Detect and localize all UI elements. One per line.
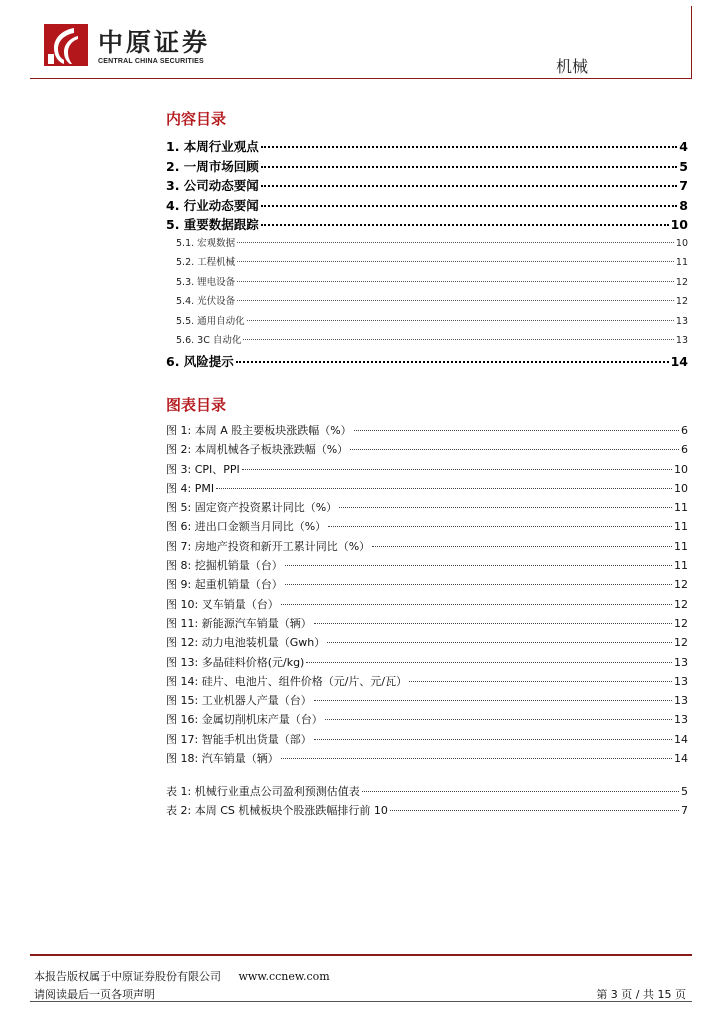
- page-header: [0, 0, 724, 80]
- toc-subitem[interactable]: 5.3. 锂电设备 12: [176, 276, 688, 288]
- figure-item[interactable]: 图 10: 叉车销量（台） 12: [166, 597, 688, 611]
- header-vertical-rule: [691, 6, 692, 79]
- figure-item[interactable]: 图 18: 汽车销量（辆） 14: [166, 752, 688, 766]
- figure-item[interactable]: 图 14: 硅片、电池片、组件价格（元/片、元/瓦） 13: [166, 674, 688, 688]
- figure-item[interactable]: 图 12: 动力电池装机量（Gwh） 12: [166, 636, 688, 650]
- table-item[interactable]: 表 1: 机械行业重点公司盈利预测估值表 5: [166, 785, 688, 798]
- figures-title: 图表目录: [166, 396, 227, 414]
- figure-item[interactable]: 图 8: 挖掘机销量（台） 11: [166, 559, 688, 573]
- figure-item[interactable]: 图 9: 起重机销量（台） 12: [166, 578, 688, 592]
- table-list: [166, 783, 688, 822]
- toc-item[interactable]: 3. 公司动态要闻 7: [166, 178, 688, 193]
- figure-item[interactable]: 图 3: CPI、PPI 10: [166, 462, 688, 476]
- table-item[interactable]: 表 2: 本周 CS 机械板块个股涨跌幅排行前 10 7: [166, 804, 688, 818]
- figure-item[interactable]: 图 1: 本周 A 股主要板块涨跌幅（%） 6: [166, 424, 688, 437]
- toc-title: 内容目录: [166, 110, 227, 128]
- toc-item[interactable]: 5. 重要数据跟踪 10: [166, 217, 688, 232]
- figure-item[interactable]: 图 2: 本周机械各子板块涨跌幅（%） 6: [166, 443, 688, 457]
- toc-item[interactable]: 1. 本周行业观点 4: [166, 139, 688, 154]
- toc-item[interactable]: 6. 风险提示 14: [166, 353, 688, 369]
- industry-label: 机械: [555, 57, 588, 76]
- company-logo: [44, 24, 88, 66]
- figure-item[interactable]: 图 17: 智能手机出货量（部） 14: [166, 732, 688, 746]
- toc-subitem[interactable]: 5.6. 3C 自动化 13: [176, 335, 688, 346]
- toc-item[interactable]: 4. 行业动态要闻 8: [166, 197, 688, 213]
- figure-item[interactable]: 图 15: 工业机器人产量（台） 13: [166, 694, 688, 708]
- figure-item[interactable]: 图 11: 新能源汽车销量（辆） 12: [166, 616, 688, 630]
- copyright-text: 本报告版权属于中原证券股份有限公司: [34, 970, 221, 983]
- figure-item[interactable]: 图 6: 进出口金额当月同比（%） 11: [166, 520, 688, 534]
- figure-item[interactable]: 图 13: 多晶硅料价格(元/kg) 13: [166, 655, 688, 669]
- toc-subitem[interactable]: 5.4. 光伏设备 12: [176, 296, 688, 307]
- toc-item[interactable]: 2. 一周市场回顾 5: [166, 158, 688, 174]
- figure-item[interactable]: 图 16: 金属切削机床产量（台） 13: [166, 713, 688, 727]
- footer-copyright: [34, 968, 330, 984]
- figure-item[interactable]: 图 5: 固定资产投资累计同比（%） 11: [166, 501, 688, 515]
- footer-rule: [30, 954, 692, 956]
- footer-disclaimer: 请阅读最后一页各项声明: [34, 988, 155, 1001]
- page-number: 第 3 页 / 共 15 页: [596, 988, 686, 1001]
- toc-subitem[interactable]: 5.1. 宏观数据 10: [176, 237, 688, 249]
- header-rule: [30, 78, 692, 79]
- brand-name-cn: 中原证券: [98, 28, 211, 57]
- brand-name-en: CENTRAL CHINA SECURITIES: [98, 58, 204, 65]
- footer-underline: [30, 1001, 692, 1002]
- toc-subitem[interactable]: 5.2. 工程机械 11: [176, 257, 688, 268]
- figure-item[interactable]: 图 7: 房地产投资和新开工累计同比（%） 11: [166, 539, 688, 553]
- table-of-contents: [166, 137, 688, 371]
- website-link[interactable]: www.ccnew.com: [238, 970, 330, 983]
- toc-subitem[interactable]: 5.5. 通用自动化 13: [176, 315, 688, 327]
- figure-list: [166, 422, 688, 769]
- figure-item[interactable]: 图 4: PMI 10: [166, 481, 688, 495]
